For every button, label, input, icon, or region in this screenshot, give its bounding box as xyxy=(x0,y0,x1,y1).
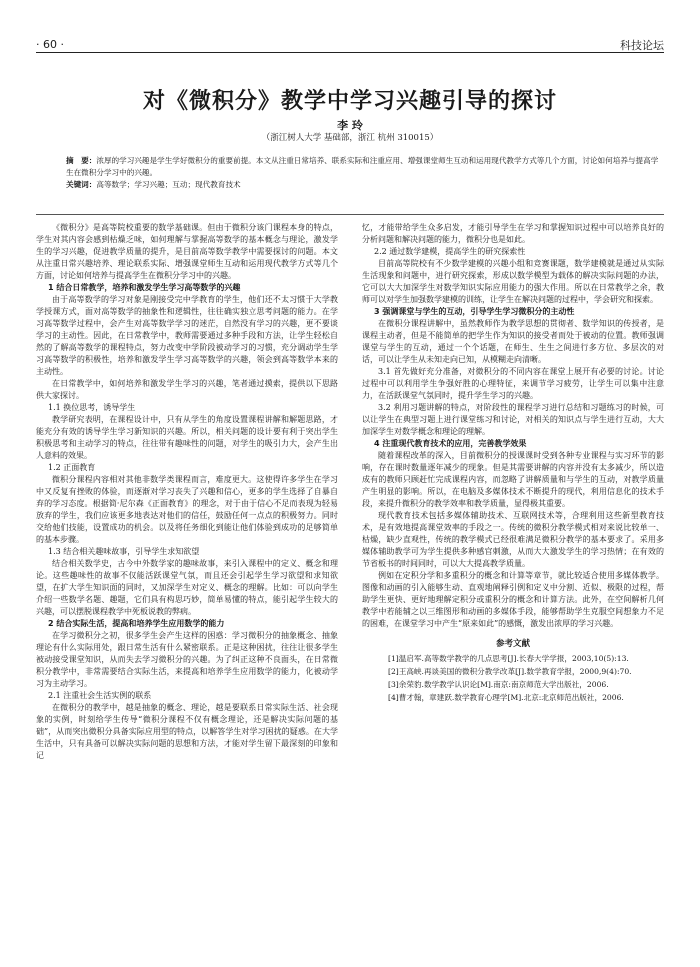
section-heading: 1.3 结合相关趣味故事，引导学生求知欲望 xyxy=(48,547,200,556)
affiliation: （浙江树人大学 基础部，浙江 杭州 310015） xyxy=(261,133,439,143)
paragraph: 目前高等院校有不少数学建模的兴趣小组和竞赛课题，数学建模就是通过从实际生活现象和问题中，进行研究探索，形成以数学模型为载体的解决实际问题的办法，它可以大大加深学生对数学知识实际应用能力的强大作用。所以在日常教学之余，教师可以对学生加强数学建模的训练，让学生在解决问题的过程中，学会研究和探索。 xyxy=(362,259,664,304)
paragraph: 例如在定积分学和多重积分的概念和计算等章节，就比较适合使用多媒体教学。图像和动画的引入能够生动、直观地阐释引例和定义中分割、近似、极限的过程，帮助学生更快、更好地理解定积分或重积分的概念和计算方法。此外，在空间解析几何教学中若能辅之以三维图形和动画的多媒体手段，能够帮助学生克服空间想象力不足的困难，在课堂学习中产生“原来如此”的感慨，激发出浓厚的学习兴趣。 xyxy=(362,571,664,628)
references-heading: 参考文献 xyxy=(495,639,530,649)
left-column xyxy=(36,222,338,762)
section-heading: 2.2 通过数学建模，提高学生的研究探索性 xyxy=(374,247,526,256)
abstract xyxy=(66,155,664,179)
author: 李 玲 xyxy=(337,119,363,132)
paragraph: 在学习微积分之初，很多学生会产生这样的困惑：学习微积分的抽象概念、抽象理论有什么实际用处，跟日常生活有什么紧密联系。正是这种困扰，往往让很多学生被动接受课堂知识，从而失去学习微积分的兴趣。为了纠正这种不良面头，在日常微积分教学中，非常需要结合实际生活，来提高和培养学生应用数学的能力，化被动学习为主动学习。 xyxy=(36,631,338,688)
paragraph: 3.1 首先做好充分准备，对微积分的不同内容在课堂上展开有必要的讨论。讨论过程中可以利用学生争强好胜的心理特征，来调节学习疲劳，让学生可以集中注意力，在活跃课堂气氛同时，提升学生学习的兴趣。 xyxy=(362,367,664,400)
paragraph: 现代教育技术包括多媒体辅助技术、互联网技术等，合理利用这些新型教育技术，是有效地提高课堂效率的手段之一。传统的微积分教学模式相对来说比较单一、枯燥，缺少直观性，传统的教学模式已经很难满足微积分教学的基本要求了。采用多媒体辅助教学可为学生提供多种感官刺激，从而大大激发学生的学习热情；在有效的节省板书的时间同时，可以大大提高教学质量。 xyxy=(362,511,664,568)
paragraph: 3.2 利用习题讲解的特点，对阶段性的课程学习进行总结和习题练习的时候，可以让学生在典型习题上进行课堂练习和讨论，对相关的知识点与学生进行互动，大大加深学生对数学概念和理论的理解。 xyxy=(362,403,664,436)
reference-item: [2]王高峡.再谈美国的微积分教学改革[J].数学教育学报，2000,9(4):70. xyxy=(388,667,632,676)
references-list xyxy=(362,652,664,704)
reference-item: [1]温启军.高等数学教学的几点思考[J].长春大学学报，2003,10(5):13. xyxy=(388,654,629,663)
section-heading: 2.1 注重社会生活实例的联系 xyxy=(48,691,152,700)
paragraph: 在微积分的教学中，越是抽象的概念、理论，越是要联系日常实际生活、社会现象的实例，时刻给学生传导“微积分课程不仅有概念理论，还是解决实际问题的基础”，从而突出微积分具备实际应用型的特点，以解答学生对学习困扰的疑惑。在大学生活中，只有具备可以解决实际问题的思想和方法，才能对学生留下最深刻的印象和记 xyxy=(36,703,338,760)
keywords-text: 高等数学；学习兴趣；互动；现代教育技术 xyxy=(96,180,241,189)
article-title: 对《微积分》教学中学习兴趣引导的探讨 xyxy=(142,89,557,114)
section-heading: 1.1 换位思考，诱导学生 xyxy=(48,403,136,412)
abstract-block xyxy=(66,155,664,191)
page-number: · 60 · xyxy=(36,38,64,51)
paragraph: 忆，才能带给学生众多启发，才能引导学生在学习和掌握知识过程中可以培养良好的分析问题和解决问题的能力，微积分也是如此。 xyxy=(362,223,664,244)
paragraph: 在日常教学中，如何培养和激发学生学习的兴趣，笔者通过摸索，提供以下思路供大家探讨。 xyxy=(36,379,338,400)
abstract-label: 摘 要： xyxy=(66,156,97,165)
divider xyxy=(36,214,664,215)
paragraph: 教学研究表明，在课程设计中，只有从学生的角度设置课程讲解和解题思路，才能充分有效的诱导学生学习新知识的兴趣。所以，相关问题的设计要有利于突出学生积极思考和主动学习的特点，往往带有趣味性的问题，对学生的吸引力大，会产生出人意料的效果。 xyxy=(36,415,338,460)
running-header xyxy=(36,32,664,53)
abstract-text: 浓厚的学习兴趣是学生学好微积分的重要前提。本文从注重日常培养、联系实际和注重应用、增强课堂师生互动和运用现代教学方式等几个方面，讨论如何培养与提高学生在微积分学习中的兴趣。 xyxy=(66,156,659,177)
section-heading: 3 强调课堂与学生的互动，引导学生学习微积分的主动性 xyxy=(374,307,575,316)
paragraph: 在微积分课程讲解中，虽然教师作为教学思想的贯彻者、数学知识的传授者，是课程主动者，但是不能简单的把学生作为知识的接受者而处于被动的位置。教师强调课堂与学生的互动，通过一个个话题，在师生、生生之间进行多方位、多层次的对话，可以让学生从未知走向已知，从模糊走向清晰。 xyxy=(362,319,664,364)
right-column-body xyxy=(362,222,664,630)
reference-item: [3]余荣豹.数学教学认识论[M].南京:南京师范大学出版社，2006. xyxy=(388,680,609,689)
reference-item: [4]曹才翰，章建跃.数学教育心理学[M].北京:北京师范出版社，2006. xyxy=(388,693,624,702)
journal-section: 科技论坛 xyxy=(620,39,664,52)
paragraph: 《微积分》是高等院校重要的数学基础课。但由于微积分该门课程本身的特点，学生对其内容会感到枯燥乏味，如何理解与掌握高等数学的基本概念与理论，激发学生的学习兴趣，促进教学质量的提升，是目前高等数学教学中需要探讨的问题。本文从注重日常兴趣培养、理论联系实际、增强课堂师生互动和运用现代教学方式等几个方面，讨论如何培养与提高学生在微积分学习中的兴趣。 xyxy=(36,223,338,280)
keywords-label: 关键词： xyxy=(66,180,97,189)
right-column xyxy=(362,222,664,704)
section-heading: 1.2 正面教育 xyxy=(48,463,96,472)
paragraph: 随着课程改革的深入，目前微积分的授课课时受到各种专业课程与实习环节的影响，存在课时数量逐年减少的现象。但是其需要讲解的内容并没有太多减少，所以造成有的教师只顾赶忙完成课程内容，而忽略了讲解质量和与学生的互动，对教学质量产生明显的影响。所以，在电脑及多媒体技术不断提升的现代，利用信息化的技术手段，来提升微积分的教学效率和教学质量，显得极其重要。 xyxy=(362,451,664,508)
paragraph: 由于高等数学的学习对象是刚接受完中学教育的学生，他们还不太习惯于大学教学授课方式，面对高等数学的抽象性和逻辑性，往往确实独立思考问题的能力。在学习高等数学过程中，会产生对高等数学学习的迷茫，自然没有学习的兴趣，更不要谈学习的主动性。因此，在日常教学中，教师需要通过多种手段和方法，让学生轻松自然的了解高等数学的课程特点，努力改变中学阶段被动学习的习惯，充分调动学生学习高等数学的积极性，培养和激发学生学习高等数学的兴趣，领会到高等数学本来的主动性。 xyxy=(36,295,338,376)
section-heading: 4 注重现代教育技术的应用，完善教学效果 xyxy=(374,439,527,448)
keywords xyxy=(66,179,664,191)
paragraph: 结合相关数学史，古今中外数学家的趣味故事，来引入课程中的定义、概念和理论。这些趣味性的故事不仅能活跃课堂气氛，而且还会引起学生学习欲望和求知欲望，在扩大学生知识面的同时，又加深学生对定义、概念的理解。比如：可以向学生介绍一些数学名题、趣题，它们具有构思巧妙，简单易懂的特点，能引起学生较大的兴趣，可以摆脱课程教学中死板说教的弊病。 xyxy=(36,559,338,616)
section-heading: 2 结合实际生活，提高和培养学生应用数学的能力 xyxy=(48,619,225,628)
paragraph: 微积分课程内容相对其他非数学类课程而言，难度更大。这使得许多学生在学习中又反复有挫败的体验，而逐渐对学习丧失了兴趣和信心，更多的学生选择了自暴自弃的学习态度。根据简·尼尔森《正面教育》的理念，对于由于信心不足而表现为轻易放弃的学生，我们应该更多地表达对他们的信任，鼓励任何一点点的积极努力。同时交给他们技能，设置成功的机会。以及将任务细化到能让他们体验到成功的足够简单的基本步骤。 xyxy=(36,475,338,544)
section-heading: 1 结合日常教学，培养和激发学生学习高等数学的兴趣 xyxy=(48,283,241,292)
